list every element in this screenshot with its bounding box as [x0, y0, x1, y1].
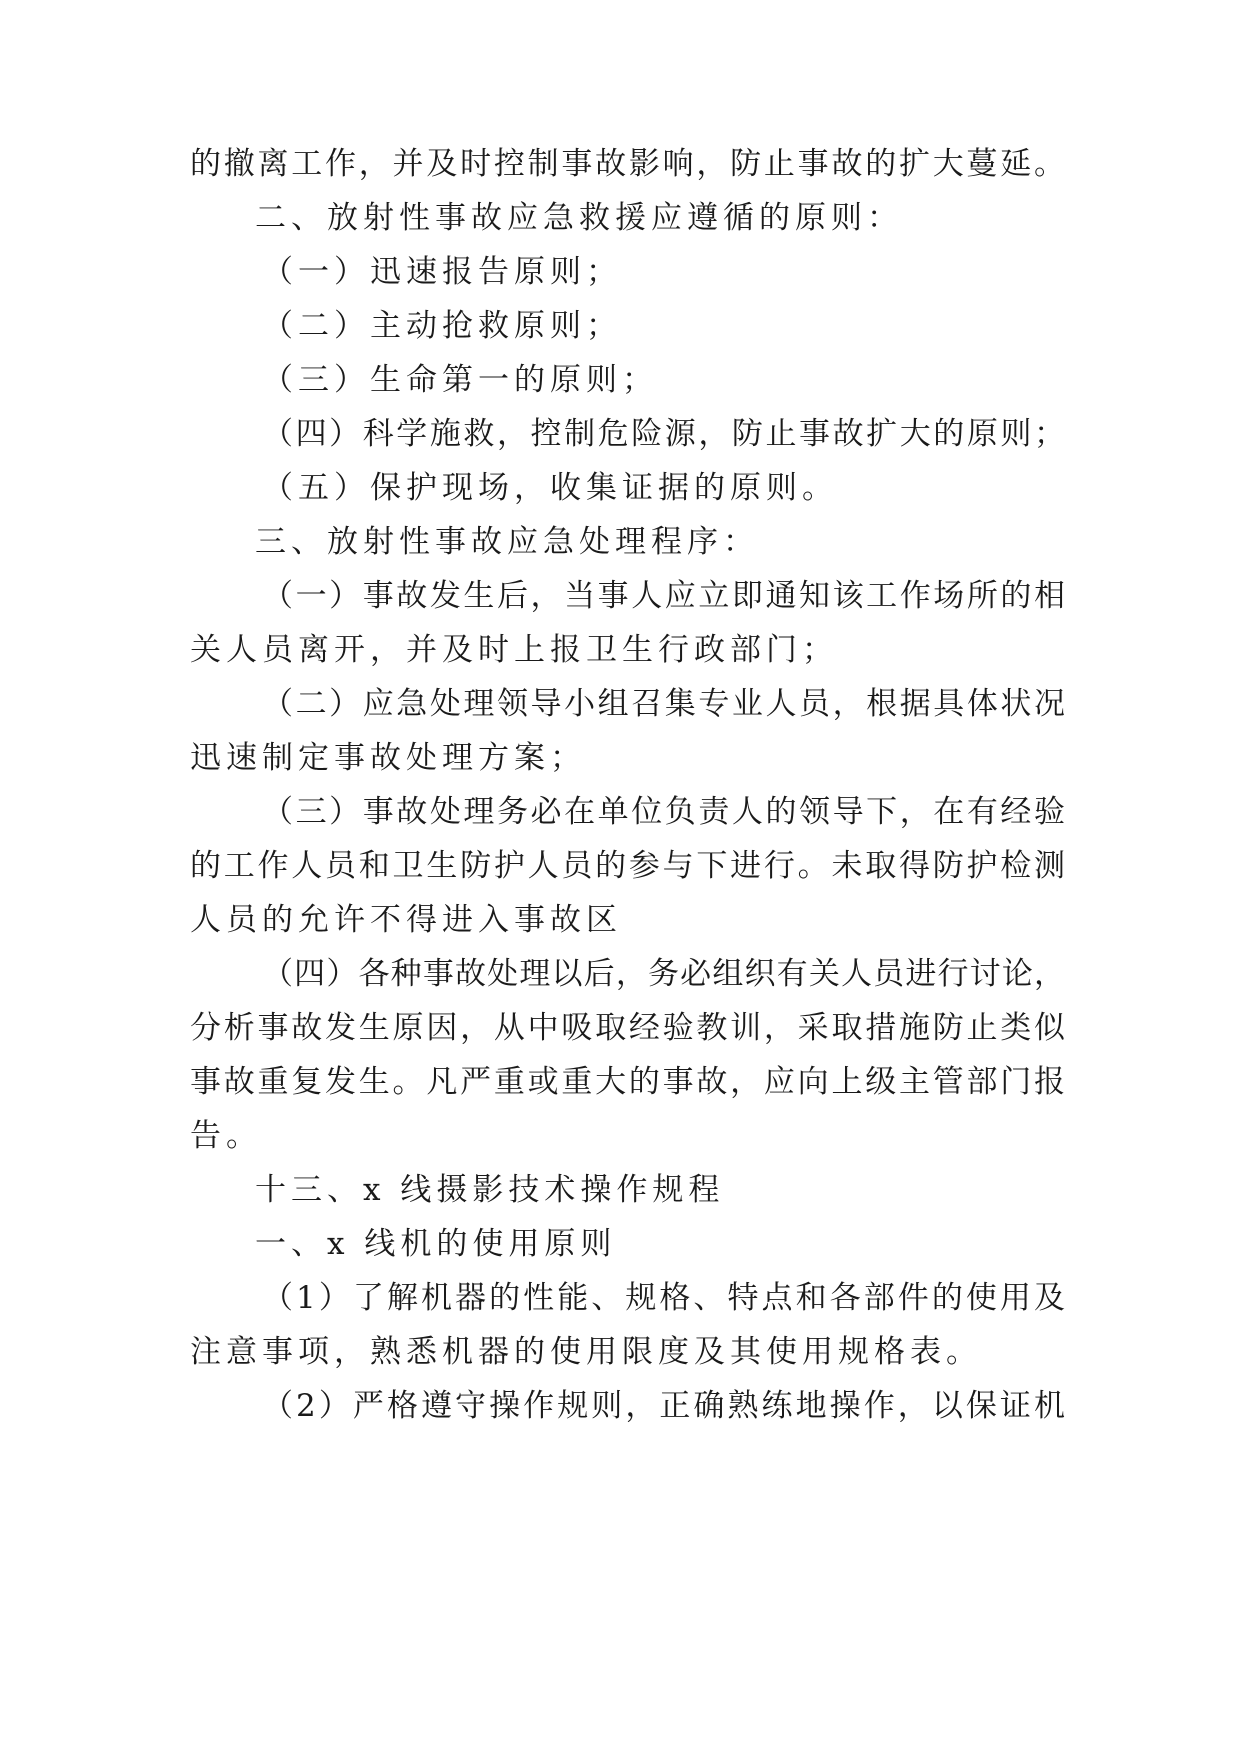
text-line: 告。 — [190, 1118, 262, 1154]
text-line: 关人员离开，并及时上报卫生行政部门； — [190, 632, 838, 668]
text-line: 的工作人员和卫生防护人员的参与下进行。未取得防护检测 — [190, 848, 1065, 884]
list-item: （1）了解机器的性能、规格、特点和各部件的使用及 — [262, 1280, 1065, 1316]
list-item: （2）严格遵守操作规则，正确熟练地操作，以保证机 — [262, 1388, 1065, 1424]
section-heading: 一、x 线机的使用原则 — [255, 1226, 617, 1262]
list-item: （一）迅速报告原则； — [262, 254, 622, 290]
list-item: （四）各种事故处理以后，务必组织有关人员进行讨论， — [262, 956, 1065, 992]
list-item: （三）事故处理务必在单位负责人的领导下，在有经验 — [262, 794, 1065, 830]
list-item: （四）科学施救，控制危险源，防止事故扩大的原则； — [262, 416, 1065, 452]
text-line: 注意事项，熟悉机器的使用限度及其使用规格表。 — [190, 1334, 982, 1370]
text-line: 的撤离工作，并及时控制事故影响，防止事故的扩大蔓延。 — [190, 146, 1065, 182]
text-line: 迅速制定事故处理方案； — [190, 740, 586, 776]
list-item: （二）应急处理领导小组召集专业人员，根据具体状况 — [262, 686, 1065, 722]
text-line: 分析事故发生原因，从中吸取经验教训，采取措施防止类似 — [190, 1010, 1065, 1046]
text-line: 事故重复发生。凡严重或重大的事故，应向上级主管部门报 — [190, 1064, 1065, 1100]
section-heading: 十三、x 线摄影技术操作规程 — [255, 1172, 725, 1208]
list-item: （五）保护现场，收集证据的原则。 — [262, 470, 838, 506]
list-item: （一）事故发生后，当事人应立即通知该工作场所的相 — [262, 578, 1065, 614]
section-heading: 二、放射性事故应急救援应遵循的原则： — [255, 200, 903, 236]
list-item: （三）生命第一的原则； — [262, 362, 658, 398]
list-item: （二）主动抢救原则； — [262, 308, 622, 344]
section-heading: 三、放射性事故应急处理程序： — [255, 524, 759, 560]
text-line: 人员的允许不得进入事故区 — [190, 902, 622, 938]
